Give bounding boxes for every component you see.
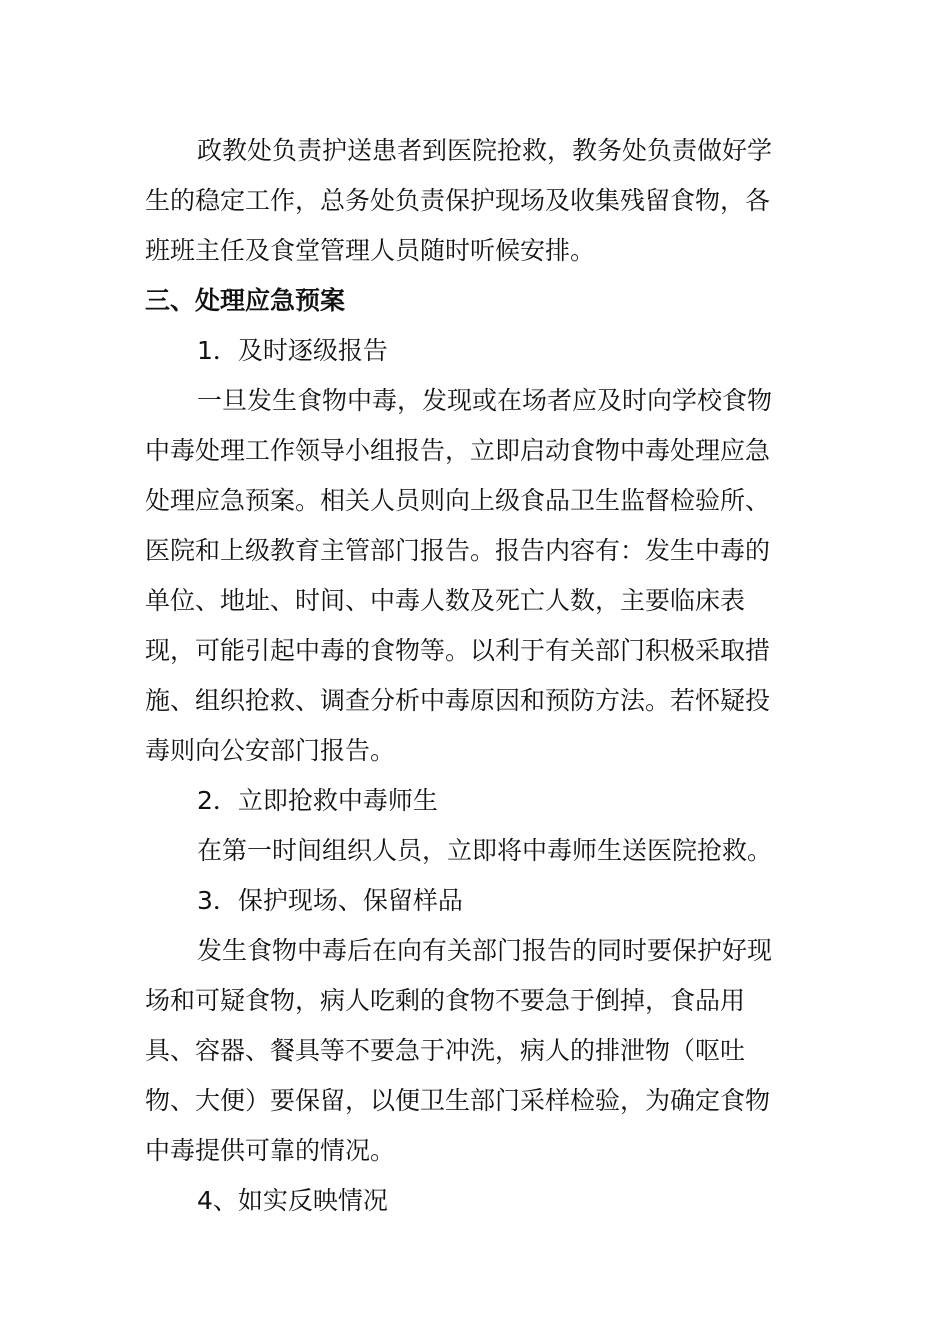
paragraph-line: 毒则向公安部门报告。 [145,736,396,765]
subsection-heading: 2．立即抢救中毒师生 [197,786,438,815]
paragraph-line: 医院和上级教育主管部门报告。报告内容有：发生中毒的 [145,536,771,565]
document-page [145,126,805,1226]
paragraph-line: 发生食物中毒后在向有关部门报告的同时要保护好现 [197,936,773,965]
paragraph-line: 政教处负责护送患者到医院抢救，教务处负责做好学 [197,136,773,165]
subsection-heading: 1．及时逐级报告 [197,336,388,365]
subsection-heading: 4、如实反映情况 [197,1186,388,1215]
paragraph-line: 施、组织抢救、调查分析中毒原因和预防方法。若怀疑投 [145,686,771,715]
subsection-heading: 3．保护现场、保留样品 [197,886,463,915]
section-heading: 三、处理应急预案 [145,286,346,315]
paragraph-line: 具、容器、餐具等不要急于冲洗，病人的排泄物（呕吐 [145,1036,746,1065]
paragraph-line: 在第一时间组织人员，立即将中毒师生送医院抢救。 [197,836,773,865]
paragraph-line: 物、大便）要保留，以便卫生部门采样检验，为确定食物 [145,1086,771,1115]
paragraph-line: 现，可能引起中毒的食物等。以利于有关部门积极采取措 [145,636,771,665]
paragraph-line: 生的稳定工作，总务处负责保护现场及收集残留食物，各 [145,186,771,215]
paragraph-line: 场和可疑食物，病人吃剩的食物不要急于倒掉，食品用 [145,986,746,1015]
paragraph-line: 单位、地址、时间、中毒人数及死亡人数，主要临床表 [145,586,746,615]
paragraph-line: 中毒提供可靠的情况。 [145,1136,396,1165]
paragraph-line: 班班主任及食堂管理人员随时听候安排。 [145,236,596,265]
paragraph-line: 中毒处理工作领导小组报告，立即启动食物中毒处理应急 [145,436,771,465]
paragraph-line: 处理应急预案。相关人员则向上级食品卫生监督检验所、 [145,486,771,515]
paragraph-line: 一旦发生食物中毒，发现或在场者应及时向学校食物 [197,386,773,415]
